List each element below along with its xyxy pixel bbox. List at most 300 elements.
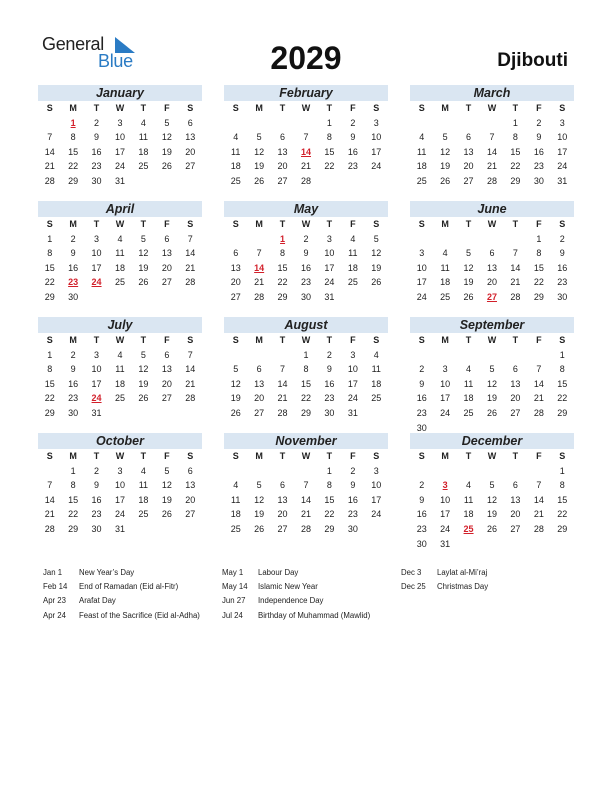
holiday-item — [401, 580, 488, 594]
day-cell: 26 — [463, 291, 474, 302]
day-cell: 26 — [486, 523, 497, 534]
day-cell: 10 — [440, 494, 451, 505]
weekday-label: F — [350, 451, 356, 461]
day-cell: 8 — [536, 248, 542, 259]
week-row — [224, 493, 388, 508]
day-cell: 29 — [300, 407, 311, 418]
day-cell: 2 — [70, 349, 76, 360]
day-cell: 17 — [557, 146, 568, 157]
empty-day-cell — [224, 116, 247, 131]
holiday-day-cell: 25 — [463, 523, 474, 534]
day-cell: 25 — [230, 175, 241, 186]
week-row — [38, 232, 202, 247]
day-cell: 14 — [510, 262, 521, 273]
day-cell: 23 — [91, 161, 102, 172]
empty-day-cell — [504, 348, 527, 363]
day-cell: 24 — [440, 523, 451, 534]
week-row — [38, 159, 202, 174]
day-cell: 8 — [47, 248, 53, 259]
day-cell: 18 — [463, 393, 474, 404]
empty-day-cell — [480, 116, 503, 131]
day-cell: 15 — [533, 262, 544, 273]
day-cell: 13 — [510, 378, 521, 389]
day-cell: 24 — [557, 161, 568, 172]
day-cell: 17 — [114, 146, 125, 157]
weekday-header-row — [224, 217, 388, 232]
day-cell: 25 — [230, 523, 241, 534]
day-cell: 8 — [559, 364, 565, 375]
month-title: July — [38, 317, 202, 333]
day-cell: 17 — [114, 494, 125, 505]
day-cell: 22 — [44, 277, 55, 288]
week-row — [38, 377, 202, 392]
holiday-date: May 1 — [222, 568, 244, 577]
empty-day-cell — [132, 522, 155, 537]
day-cell: 12 — [161, 132, 172, 143]
day-cell: 6 — [280, 132, 286, 143]
day-cell: 20 — [486, 277, 497, 288]
week-row — [38, 290, 202, 305]
day-cell: 25 — [114, 277, 125, 288]
weekday-label: M — [255, 451, 263, 461]
week-row — [38, 348, 202, 363]
weekday-label: F — [536, 451, 542, 461]
day-cell: 6 — [489, 248, 495, 259]
weekday-header-row — [410, 333, 574, 348]
weekday-label: F — [350, 103, 356, 113]
weekday-label: S — [46, 451, 53, 461]
weekday-label: M — [69, 219, 77, 229]
empty-day-cell — [179, 290, 202, 305]
day-cell: 8 — [512, 132, 518, 143]
day-cell: 8 — [326, 132, 332, 143]
day-cell: 29 — [44, 407, 55, 418]
weekday-label: S — [418, 335, 425, 345]
day-cell: 18 — [347, 262, 358, 273]
month-title: May — [224, 201, 388, 217]
day-cell: 17 — [371, 146, 382, 157]
day-cell: 24 — [440, 407, 451, 418]
day-cell: 11 — [371, 364, 381, 375]
week-row — [38, 507, 202, 522]
week-row — [410, 406, 574, 421]
day-cell: 12 — [440, 146, 451, 157]
day-cell: 8 — [47, 364, 53, 375]
week-row — [410, 261, 574, 276]
empty-day-cell — [527, 537, 550, 552]
empty-day-cell — [247, 348, 270, 363]
empty-day-cell — [132, 290, 155, 305]
day-cell: 5 — [256, 480, 262, 491]
empty-day-cell — [179, 522, 202, 537]
day-cell: 3 — [442, 364, 448, 375]
empty-day-cell — [433, 348, 456, 363]
weekday-label: T — [279, 451, 286, 461]
day-cell: 18 — [230, 509, 241, 520]
month-title: January — [38, 85, 202, 101]
weekday-label: S — [46, 219, 53, 229]
month-april — [38, 201, 202, 305]
day-cell: 22 — [557, 393, 568, 404]
weekday-header-row — [224, 449, 388, 464]
day-cell: 31 — [91, 407, 102, 418]
day-cell: 4 — [117, 233, 123, 244]
day-cell: 28 — [533, 523, 544, 534]
day-cell: 13 — [230, 262, 241, 273]
day-cell: 15 — [300, 378, 311, 389]
day-cell: 26 — [440, 175, 451, 186]
week-row — [224, 116, 388, 131]
day-cell: 22 — [68, 509, 79, 520]
day-cell: 3 — [373, 117, 379, 128]
empty-day-cell — [224, 348, 247, 363]
day-cell: 17 — [440, 393, 451, 404]
day-cell: 14 — [185, 248, 196, 259]
day-cell: 4 — [466, 480, 472, 491]
day-cell: 19 — [254, 161, 265, 172]
holiday-day-cell: 27 — [486, 291, 497, 302]
weekday-label: S — [559, 103, 566, 113]
empty-day-cell — [155, 174, 178, 189]
day-cell: 12 — [486, 494, 497, 505]
day-cell: 5 — [164, 117, 170, 128]
holiday-date: Jul 24 — [222, 610, 243, 620]
weekday-label: S — [373, 219, 380, 229]
month-october — [38, 433, 202, 537]
day-cell: 9 — [350, 480, 356, 491]
month-title: June — [410, 201, 574, 217]
day-cell: 29 — [68, 175, 79, 186]
empty-day-cell — [433, 116, 456, 131]
day-cell: 6 — [164, 349, 170, 360]
holiday-name: Christmas Day — [437, 582, 489, 592]
day-cell: 11 — [231, 494, 241, 505]
day-cell: 7 — [47, 480, 53, 491]
week-row — [38, 493, 202, 508]
day-cell: 6 — [466, 132, 472, 143]
day-cell: 18 — [440, 277, 451, 288]
day-cell: 12 — [371, 248, 382, 259]
week-row — [410, 290, 574, 305]
day-cell: 10 — [371, 480, 382, 491]
day-cell: 22 — [324, 161, 335, 172]
day-cell: 9 — [70, 248, 76, 259]
day-cell: 26 — [254, 175, 265, 186]
weekday-label: F — [536, 335, 542, 345]
month-november — [224, 433, 388, 537]
week-row — [38, 174, 202, 189]
week-row — [224, 362, 388, 377]
day-cell: 13 — [185, 132, 196, 143]
day-cell: 2 — [536, 117, 542, 128]
day-cell: 2 — [94, 117, 100, 128]
day-cell: 21 — [486, 161, 497, 172]
empty-day-cell — [294, 464, 317, 479]
day-cell: 23 — [533, 161, 544, 172]
day-cell: 22 — [557, 509, 568, 520]
day-cell: 18 — [416, 161, 427, 172]
day-cell: 3 — [419, 248, 425, 259]
day-cell: 11 — [440, 262, 450, 273]
day-cell: 9 — [94, 480, 100, 491]
month-title: September — [410, 317, 574, 333]
day-cell: 12 — [161, 480, 172, 491]
day-cell: 22 — [533, 277, 544, 288]
day-cell: 19 — [486, 393, 497, 404]
day-cell: 11 — [115, 248, 125, 259]
weekday-label: M — [255, 103, 263, 113]
day-cell: 18 — [114, 378, 125, 389]
day-cell: 29 — [533, 291, 544, 302]
day-cell: 9 — [70, 364, 76, 375]
day-cell: 20 — [510, 509, 521, 520]
day-cell: 14 — [185, 364, 196, 375]
weekday-label: S — [187, 335, 194, 345]
holiday-name: Independence Day — [258, 596, 324, 606]
day-cell: 26 — [161, 161, 172, 172]
day-cell: 8 — [326, 480, 332, 491]
weekday-label: S — [187, 103, 194, 113]
week-row — [410, 275, 574, 290]
week-row — [38, 275, 202, 290]
holiday-name: Laylat al-Mi’raj — [437, 568, 488, 577]
week-row — [410, 145, 574, 160]
day-cell: 9 — [94, 132, 100, 143]
day-cell: 24 — [324, 277, 335, 288]
day-cell: 2 — [303, 233, 309, 244]
day-cell: 15 — [68, 146, 79, 157]
empty-day-cell — [410, 348, 433, 363]
day-cell: 7 — [303, 480, 309, 491]
empty-day-cell — [132, 174, 155, 189]
day-cell: 25 — [440, 291, 451, 302]
day-cell: 24 — [371, 161, 382, 172]
day-cell: 14 — [44, 146, 55, 157]
week-row — [410, 493, 574, 508]
day-cell: 20 — [277, 161, 288, 172]
day-cell: 20 — [254, 393, 265, 404]
empty-day-cell — [551, 537, 574, 552]
weekday-label: W — [115, 103, 125, 113]
weekday-label: F — [164, 219, 170, 229]
week-row — [224, 478, 388, 493]
day-cell: 26 — [486, 407, 497, 418]
week-row — [224, 406, 388, 421]
day-cell: 18 — [114, 262, 125, 273]
month-title: February — [224, 85, 388, 101]
month-february — [224, 85, 388, 189]
holiday-item — [222, 580, 370, 594]
day-cell: 10 — [416, 262, 427, 273]
day-cell: 15 — [557, 494, 568, 505]
week-row — [38, 261, 202, 276]
day-cell: 29 — [510, 175, 521, 186]
day-cell: 14 — [533, 378, 544, 389]
holiday-item — [43, 566, 200, 580]
day-cell: 4 — [140, 117, 146, 128]
week-row — [410, 232, 574, 247]
day-cell: 3 — [559, 117, 565, 128]
day-cell: 8 — [70, 132, 76, 143]
weekday-label: F — [164, 451, 170, 461]
day-cell: 28 — [277, 407, 288, 418]
holiday-day-cell: 1 — [280, 233, 286, 244]
empty-day-cell — [271, 348, 294, 363]
weekday-label: T — [465, 451, 472, 461]
day-cell: 28 — [300, 523, 311, 534]
empty-day-cell — [108, 290, 131, 305]
day-cell: 19 — [230, 393, 241, 404]
week-row — [224, 232, 388, 247]
day-cell: 1 — [512, 117, 518, 128]
day-cell: 19 — [486, 509, 497, 520]
week-row — [224, 507, 388, 522]
weekday-header-row — [410, 101, 574, 116]
day-cell: 23 — [557, 277, 568, 288]
day-cell: 30 — [68, 407, 79, 418]
day-cell: 1 — [326, 117, 332, 128]
day-cell: 29 — [557, 523, 568, 534]
day-cell: 14 — [533, 494, 544, 505]
weekday-header-row — [224, 101, 388, 116]
week-row — [410, 174, 574, 189]
weekday-label: T — [140, 335, 147, 345]
week-row — [224, 159, 388, 174]
empty-day-cell — [433, 464, 456, 479]
day-cell: 1 — [70, 465, 76, 476]
day-cell: 1 — [559, 465, 565, 476]
weekday-label: S — [46, 103, 53, 113]
empty-day-cell — [108, 406, 131, 421]
day-cell: 16 — [300, 262, 311, 273]
day-cell: 13 — [463, 146, 474, 157]
day-cell: 5 — [373, 233, 379, 244]
day-cell: 30 — [91, 523, 102, 534]
weekday-header-row — [410, 217, 574, 232]
day-cell: 30 — [557, 291, 568, 302]
weekday-label: T — [93, 103, 100, 113]
day-cell: 29 — [68, 523, 79, 534]
empty-day-cell — [247, 116, 270, 131]
day-cell: 4 — [233, 480, 239, 491]
day-cell: 16 — [68, 378, 79, 389]
day-cell: 10 — [557, 132, 568, 143]
weekday-label: M — [255, 335, 263, 345]
holiday-date: Apr 23 — [43, 596, 66, 606]
weekday-label: F — [350, 219, 356, 229]
week-row — [410, 537, 574, 552]
day-cell: 11 — [417, 146, 427, 157]
week-row — [410, 348, 574, 363]
week-row — [410, 116, 574, 131]
day-cell: 11 — [231, 146, 241, 157]
day-cell: 30 — [68, 291, 79, 302]
holiday-item — [222, 609, 370, 623]
day-cell: 6 — [187, 465, 193, 476]
day-cell: 7 — [512, 248, 518, 259]
month-title: March — [410, 85, 574, 101]
day-cell: 6 — [233, 248, 239, 259]
weekday-label: T — [326, 219, 333, 229]
day-cell: 12 — [254, 146, 265, 157]
day-cell: 22 — [44, 393, 55, 404]
week-row — [38, 145, 202, 160]
day-cell: 16 — [416, 393, 427, 404]
day-cell: 5 — [233, 364, 239, 375]
day-cell: 11 — [463, 378, 474, 389]
weekday-label: F — [164, 335, 170, 345]
day-cell: 16 — [91, 146, 102, 157]
day-cell: 9 — [326, 364, 332, 375]
holiday-day-cell: 3 — [442, 480, 448, 491]
week-row — [224, 464, 388, 479]
holiday-item — [401, 566, 488, 580]
day-cell: 17 — [371, 494, 382, 505]
day-cell: 15 — [324, 494, 335, 505]
day-cell: 15 — [510, 146, 521, 157]
day-cell: 23 — [324, 393, 335, 404]
weekday-label: F — [536, 103, 542, 113]
holiday-name: Labour Day — [258, 568, 299, 577]
weekday-header-row — [224, 333, 388, 348]
day-cell: 2 — [70, 233, 76, 244]
week-row — [38, 406, 202, 421]
day-cell: 6 — [512, 364, 518, 375]
day-cell: 9 — [350, 132, 356, 143]
day-cell: 7 — [187, 349, 193, 360]
day-cell: 14 — [486, 146, 497, 157]
day-cell: 27 — [185, 509, 196, 520]
day-cell: 27 — [254, 407, 265, 418]
day-cell: 15 — [68, 494, 79, 505]
day-cell: 25 — [347, 277, 358, 288]
day-cell: 28 — [185, 393, 196, 404]
empty-day-cell — [365, 522, 388, 537]
day-cell: 5 — [164, 465, 170, 476]
day-cell: 2 — [419, 364, 425, 375]
day-cell: 4 — [419, 132, 425, 143]
day-cell: 19 — [161, 146, 172, 157]
day-cell: 12 — [254, 494, 265, 505]
holiday-name: New Year’s Day — [79, 568, 135, 577]
holiday-column — [222, 566, 370, 623]
day-cell: 1 — [303, 349, 309, 360]
day-cell: 31 — [557, 175, 568, 186]
day-cell: 10 — [91, 364, 102, 375]
day-cell: 17 — [440, 509, 451, 520]
holiday-day-cell: 24 — [91, 393, 102, 404]
day-cell: 29 — [324, 523, 335, 534]
weekday-label: W — [301, 103, 311, 113]
empty-day-cell — [480, 348, 503, 363]
day-cell: 25 — [114, 393, 125, 404]
day-cell: 3 — [373, 465, 379, 476]
day-cell: 21 — [185, 262, 196, 273]
day-cell: 27 — [510, 523, 521, 534]
day-cell: 28 — [300, 175, 311, 186]
logo-text-blue: Blue — [98, 51, 133, 71]
day-cell: 16 — [416, 509, 427, 520]
weekday-label: W — [115, 451, 125, 461]
day-cell: 21 — [44, 161, 55, 172]
day-cell: 9 — [419, 378, 425, 389]
day-cell: 28 — [254, 291, 265, 302]
day-cell: 29 — [44, 291, 55, 302]
holiday-column — [401, 566, 488, 594]
day-cell: 4 — [350, 233, 356, 244]
day-cell: 12 — [486, 378, 497, 389]
holiday-day-cell: 1 — [70, 117, 76, 128]
